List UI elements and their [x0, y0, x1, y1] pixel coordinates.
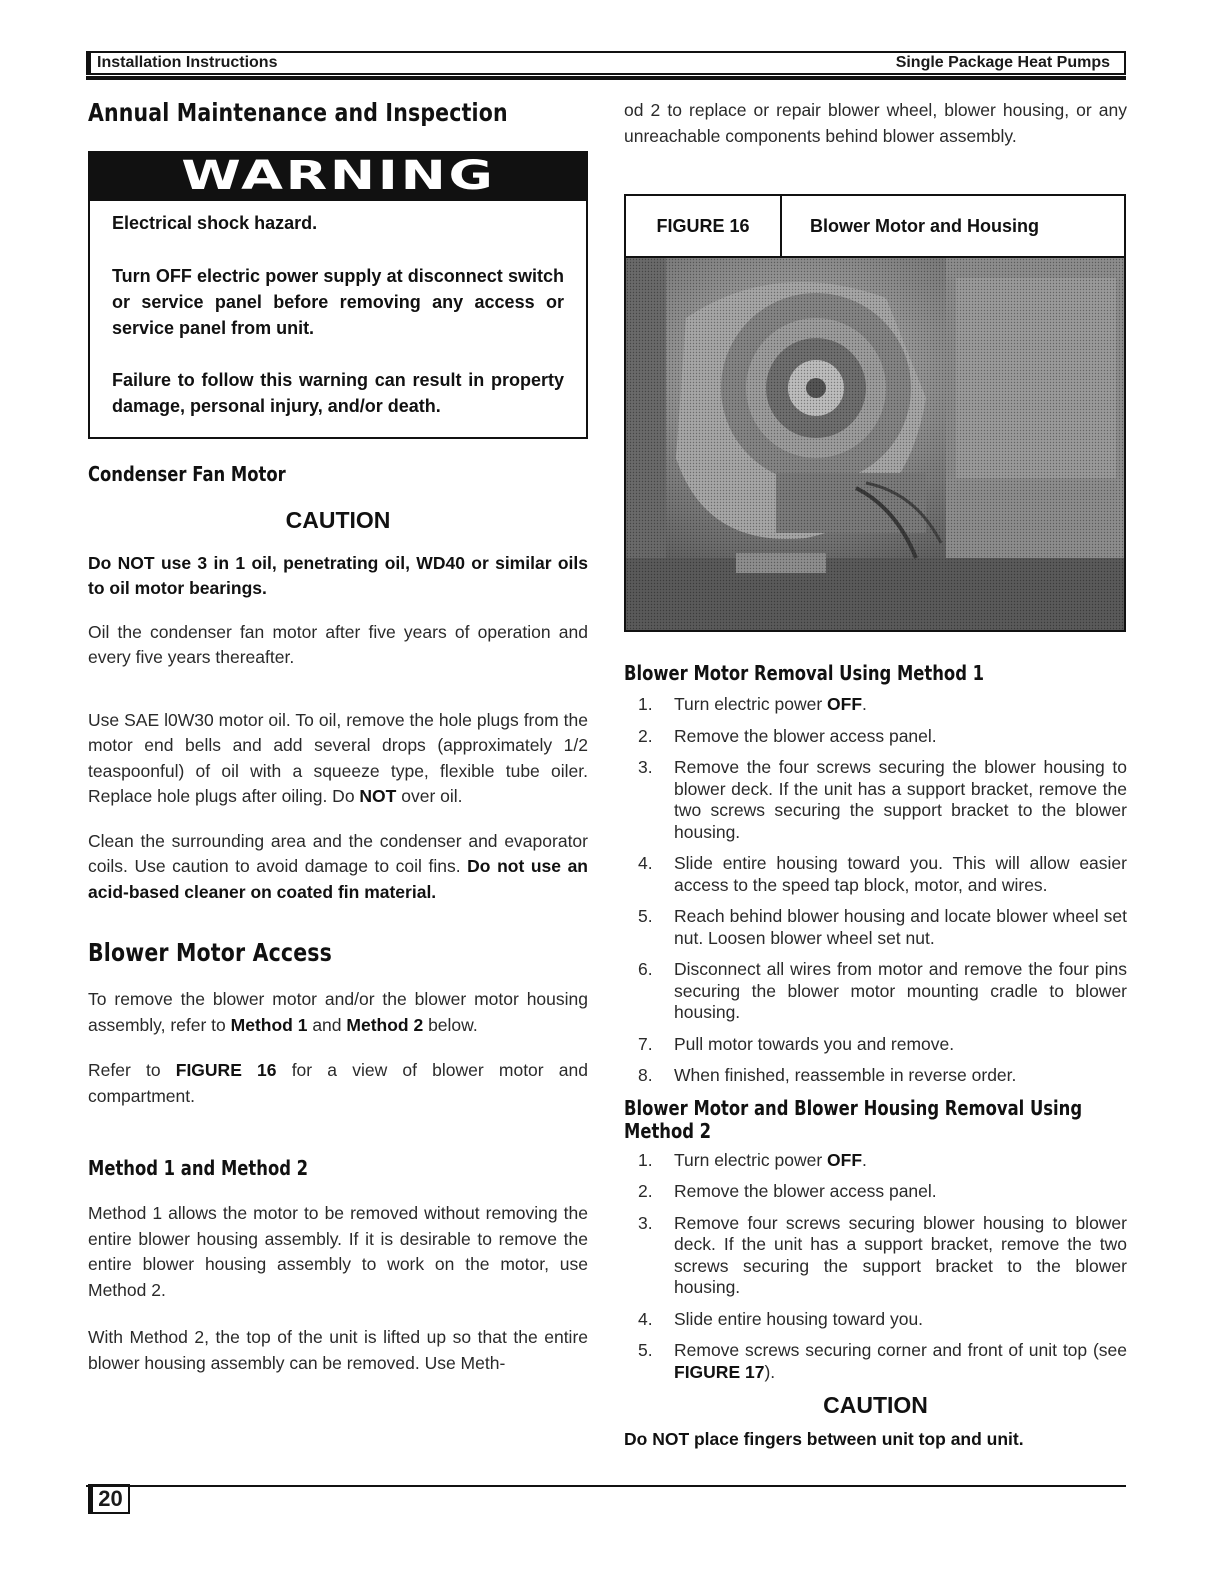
step-text: Remove the blower access panel. — [674, 1181, 937, 1201]
step-number: 4. — [638, 1308, 653, 1329]
right-column — [624, 98, 1127, 1452]
step-number: 2. — [638, 725, 653, 746]
list-item — [624, 726, 1127, 748]
subheading-condenser-fan-motor: Condenser Fan Motor — [88, 462, 286, 486]
clean-paragraph: Clean the surrounding area and the condenser and evaporator coils. Use caution to avoid damage to coil fins. Do not use an acid-based cleaner on coated fin material. — [88, 830, 588, 902]
blower-motor-photo-illustration — [626, 258, 1124, 630]
warning-text-3: Failure to follow this warning can result in property damage, personal injury, and/or death. — [112, 370, 564, 416]
list-item — [624, 694, 1127, 716]
list-item — [624, 1309, 1127, 1331]
header-left-title: Installation Instructions — [97, 54, 278, 71]
blower-paragraph-1: To remove the blower motor and/or the blower motor housing assembly, refer to Method 1 and Method 2 below. — [88, 989, 588, 1035]
caution-heading-right: CAUTION — [823, 1392, 928, 1418]
section-title-annual-maintenance: Annual Maintenance and Inspection — [88, 98, 508, 127]
list-item — [624, 959, 1127, 1024]
caution-text-left: Do NOT use 3 in 1 oil, penetrating oil, WD40 or similar oils to oil motor bearings. — [88, 552, 588, 598]
step-number: 1. — [638, 694, 653, 714]
figure-label: FIGURE 16 — [626, 196, 782, 256]
step-number: 5. — [638, 906, 653, 926]
step-number: 8. — [638, 1065, 653, 1085]
figure-16 — [624, 194, 1126, 632]
warning-box — [88, 151, 588, 439]
blower-paragraph-2: Refer to FIGURE 16 for a view of blower motor and compartment. — [88, 1060, 588, 1106]
list-item — [624, 906, 1127, 949]
header-right-title: Single Package Heat Pumps — [895, 54, 1110, 71]
list-item — [624, 1034, 1127, 1056]
list-item — [624, 853, 1127, 896]
page-number: 20 — [88, 1484, 130, 1514]
step-text: Reach behind blower housing and locate blower wheel set nut. Loosen blower wheel set nut. — [674, 906, 1127, 948]
blower-motor-photo — [626, 258, 1124, 630]
list-item — [624, 1181, 1127, 1203]
warning-text-2: Turn OFF electric power supply at disconnect switch or service panel before removing any access or service panel from unit. — [112, 266, 564, 338]
caution-heading-left: CAUTION — [285, 507, 391, 533]
step-number: 2. — [638, 1181, 653, 1201]
step-text: Turn electric power OFF. — [674, 694, 867, 714]
list-item — [624, 1340, 1127, 1383]
step-number: 3. — [638, 1212, 653, 1233]
step-text: Remove the four screws securing the blower housing to blower deck. If the unit has a support bracket, remove the two screws securing the support bracket to the blower housing. — [674, 757, 1127, 842]
left-column — [88, 96, 588, 1376]
methods-paragraph-2: With Method 2, the top of the unit is lifted up so that the entire blower housing assembly can be removed. Use Meth- — [88, 1327, 588, 1373]
step-number: 7. — [638, 1033, 653, 1054]
list-item — [624, 1213, 1127, 1299]
step-text: Turn electric power OFF. — [674, 1149, 867, 1170]
warning-text-1: Electrical shock hazard. — [112, 213, 318, 233]
step-text: When finished, reassemble in reverse order. — [674, 1065, 1017, 1085]
footer-rule — [86, 1485, 1126, 1487]
figure-header — [626, 196, 1124, 258]
step-number: 1. — [638, 1149, 653, 1170]
warning-banner — [88, 151, 588, 201]
subheading-method-1: Blower Motor Removal Using Method 1 — [624, 661, 985, 685]
warning-heading: WARNING — [180, 153, 496, 199]
caution-text-right: Do NOT place fingers between unit top and unit. — [624, 1428, 1024, 1449]
continued-paragraph: od 2 to replace or repair blower wheel, blower housing, or any unreachable components behind blower assembly. — [624, 100, 1127, 146]
header-rule — [86, 76, 1126, 80]
method-1-steps — [624, 694, 1127, 1087]
step-number: 6. — [638, 959, 653, 979]
step-text: Slide entire housing toward you. This will allow easier access to the speed tap block, motor, and wires. — [674, 853, 1127, 895]
page-header — [86, 51, 1126, 75]
step-text: Remove four screws securing blower housing to blower deck. If the unit has a support bracket, remove the two screws securing the support bracket to the blower housing. — [674, 1212, 1127, 1297]
step-number: 5. — [638, 1340, 653, 1360]
method-2-steps — [624, 1150, 1127, 1384]
oil-paragraph-1: Oil the condenser fan motor after five years of operation and every five years thereafter. — [88, 621, 588, 667]
list-item — [624, 1065, 1127, 1087]
list-item — [624, 1150, 1127, 1172]
step-text: Disconnect all wires from motor and remove the four pins securing the blower motor mounting cradle to blower housing. — [674, 959, 1127, 1022]
methods-paragraph-1: Method 1 allows the motor to be removed without removing the entire blower housing assembly. If it is desirable to remove the entire blower housing assembly to work on the motor, use Method 2. — [88, 1203, 588, 1300]
list-item — [624, 757, 1127, 843]
step-text: Remove screws securing corner and front of unit top (see FIGURE 17). — [674, 1340, 1127, 1382]
step-text: Remove the blower access panel. — [674, 725, 937, 746]
step-number: 4. — [638, 853, 653, 873]
step-text: Slide entire housing toward you. — [674, 1308, 924, 1329]
oil-paragraph-2: Use SAE l0W30 motor oil. To oil, remove the hole plugs from the motor end bells and add several drops (approximately 1/2 teaspoonful) of oil with a squeeze type, flexible tube oiler. Replace hole plugs after oiling. Do NOT over oil. — [88, 709, 588, 806]
figure-title: Blower Motor and Housing — [810, 215, 1039, 236]
subheading-method-2: Blower Motor and Blower Housing Removal Using Method 2 — [624, 1095, 1083, 1143]
subheading-method-1-and-2: Method 1 and Method 2 — [88, 1156, 309, 1180]
section-title-blower-motor-access: Blower Motor Access — [88, 938, 333, 967]
step-text: Pull motor towards you and remove. — [674, 1033, 955, 1054]
step-number: 3. — [638, 757, 653, 777]
